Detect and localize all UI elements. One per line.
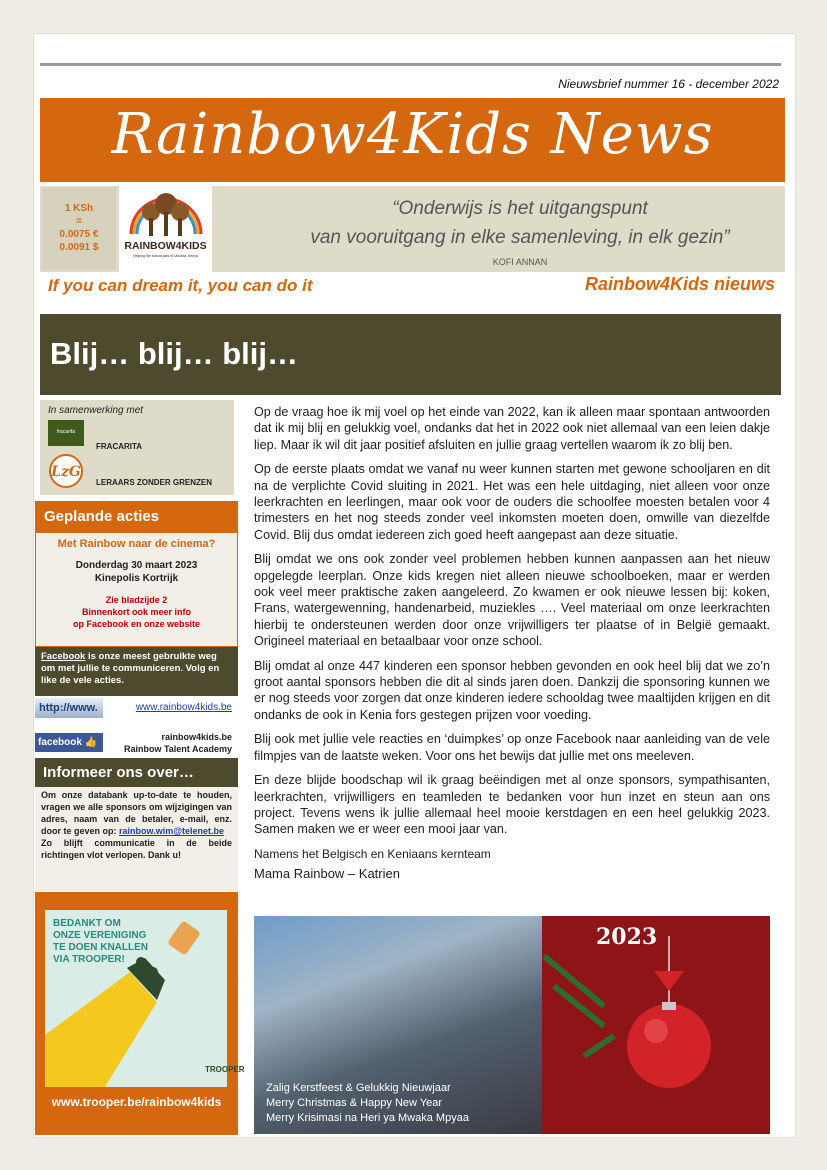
- collaboration-box: [40, 400, 234, 495]
- trooper-box: [35, 892, 245, 1135]
- masthead-title: Rainbow4Kids News: [111, 102, 714, 167]
- website-link[interactable]: www.rainbow4kids.be: [135, 702, 232, 713]
- issue-label: Nieuwsbrief nummer 16 - december 2022: [558, 77, 779, 91]
- facebook-badge-text: facebook: [38, 737, 82, 748]
- article-paragraph: Blij ook met jullie vele reacties en ‘duimpkes’ op onze Facebook naar aanleiding van de vele filmpjes van de laatste weken. Voor ons het bewijs dat jullie met ons meeleven.: [254, 732, 770, 763]
- trooper-banner[interactable]: [45, 910, 245, 1087]
- event-place: Kinepolis Kortrijk: [94, 573, 179, 584]
- signature-name: Mama Rainbow – Katrien: [254, 866, 400, 882]
- article-paragraph: En deze blijde boodschap wil ik graag beëindigen met al onze sponsors, sympathisanten, leerkrachten, vrijwilligers en teamleden te bedanken voor hun inzet en steun aan ons project. Tevens wens ik jullie allemaal heel mooie kerstdagen en een heel gelukkig 2023. Samen maken we er weer een mooi jaar van.: [254, 773, 770, 837]
- currency-line: 0.0091 $: [59, 242, 99, 253]
- actions-title: Geplande acties: [36, 502, 237, 533]
- currency-box: [42, 188, 116, 270]
- article: [254, 404, 770, 883]
- article-paragraph: Op de eerste plaats omdat we vanaf nu weer kunnen starten met gewone schooljaren en dit na de verplichte Covid sluiting in 2021. Het was een hele uitdaging, niet alleen voor onze leerkrachten en leerlingen, maar ook voor de ouders die schoolfee moesten betalen voor 4 trimesters en het nog steeds zonder veel inkomsten moeten doen, omwille van diezelfde Covid. Blij dus omdat iedereen zich goed heeft aangepast aan deze situatie.: [254, 462, 770, 542]
- currency-line: 0.0075 €: [59, 229, 99, 240]
- facebook-icon: facebook 👍: [35, 733, 103, 752]
- logo-tagline: Helping the school kids of Ukunda, Kenya: [133, 254, 198, 258]
- note-line: Zie bladzijde 2: [105, 595, 168, 605]
- event-date: Donderdag 30 maart 2023: [75, 560, 198, 571]
- facebook-academy: Rainbow Talent Academy: [123, 744, 232, 754]
- article-paragraph: Blij omdat we ons ook zonder veel problemen hebben kunnen aanpassen aan het nieuw opgelegde leerplan. Onze kids kregen niet alleen nieuwe schoolboeken, maar er werden ook veel meer praktische zaken aangeleerd. Zo kwamen er ook nieuwe lessen bij: koken, Frans, watergewenning, handenarbeid, muziekles …. Veel materiaal om onze leerkrachten hierbij te ondersteunen werden door onze vrijwilligers ter plaatse of in België gemaakt. Origineel materiaal en betaalbaar voor onze school.: [254, 552, 770, 648]
- partner-name: LERAARS ZONDER GRENZEN: [96, 478, 213, 487]
- facebook-info-box: [35, 647, 238, 696]
- facebook-page-name: rainbow4kids.be: [161, 732, 232, 742]
- facebook-row: [35, 731, 238, 755]
- christmas-card: [254, 916, 770, 1134]
- signature-team: Namens het Belgisch en Keniaans kernteam: [254, 847, 491, 862]
- card-year: 2023: [596, 924, 658, 950]
- partner-name: FRACARITA: [96, 442, 143, 451]
- masthead: [40, 98, 785, 182]
- inform-text-2: Zo blijft communicatie in de beide richtingen vlot verlopen. Dank u!: [41, 838, 232, 860]
- currency-line: 1 KSh: [64, 203, 94, 214]
- leraars-zonder-grenzen-logo: [48, 453, 84, 489]
- top-divider: [40, 63, 781, 66]
- quote-line: van vooruitgang in elke samenleving, in elk gezin”: [310, 227, 730, 248]
- website-row: [35, 698, 238, 720]
- section-label: Rainbow4Kids nieuws: [584, 274, 775, 294]
- inform-text: Om onze databank up-to-date te houden, vragen we alle sponsors om wijzigingen van adres, naam van de betaler, e-mail, enz. door te geven op:: [41, 790, 232, 836]
- inform-title: Informeer ons over…: [35, 758, 238, 787]
- actions-subtitle: Met Rainbow naar de cinema?: [57, 538, 216, 550]
- champagne-icon: [45, 910, 245, 1087]
- quote: [260, 194, 780, 252]
- note-line: op Facebook en onze website: [72, 619, 201, 629]
- headline: Blij… blij… blij…: [50, 336, 298, 371]
- http-icon: http://www.: [35, 698, 103, 718]
- rainbow4kids-logo: [119, 182, 212, 272]
- fracarita-logo: fracarita: [48, 420, 84, 446]
- currency-line: =: [76, 216, 82, 227]
- facebook-link[interactable]: Facebook: [41, 651, 86, 662]
- article-paragraph: Op de vraag hoe ik mij voel op het einde van 2022, kan ik alleen maar spontaan antwoorden dat ik mij blij en gelukkig voel, ondanks dat het in 2022 ook niet allemaal van een leien dakje liep. Maar ik wil dit jaar positief afsluiten en jullie graag vertellen waarom ik zo blij ben.: [254, 405, 770, 452]
- quote-band: [40, 186, 785, 272]
- note-line: Binnenkort ook meer info: [81, 607, 191, 617]
- facebook-text: is onze meest gebruikte weg om met jullie te communiceren. Volg en like de vele acties.: [41, 651, 220, 686]
- actions-date: [36, 559, 237, 585]
- quote-author: KOFI ANNAN: [492, 257, 548, 267]
- trooper-line: ONZE VERENIGING: [53, 930, 147, 941]
- card-greetings: [266, 1081, 469, 1126]
- headline-bar: [40, 314, 781, 395]
- greeting-line: Merry Christmas & Happy New Year: [266, 1097, 443, 1109]
- trooper-line: BEDANKT OM: [53, 918, 121, 929]
- article-paragraph: Blij omdat al onze 447 kinderen een sponsor hebben gevonden en ook heel blij dat we zo’n groot aantal sponsors hebben die dit al sinds jaren doen. Dankzij die sponsoring kunnen we er nog steeds voor zorgen dat onze kinderen iedere schooldag twee maaltijden krijgen en dit ondanks de ook in Kenia fors gestegen prijzen voor voeding.: [254, 658, 770, 722]
- email-link[interactable]: rainbow.wim@telenet.be: [119, 826, 224, 836]
- actions-note: [36, 594, 237, 630]
- quote-line: “Onderwijs is het uitgangspunt: [392, 198, 648, 219]
- planned-actions-box: [35, 501, 238, 647]
- trooper-brand: TROOPER: [205, 1065, 245, 1074]
- inform-body: [35, 787, 238, 863]
- collab-label: In samenwerking met: [48, 405, 144, 416]
- inform-box: [35, 758, 238, 891]
- lzg-logo-text: LzG: [51, 464, 81, 480]
- facebook-page[interactable]: [124, 731, 232, 755]
- trooper-line: VIA TROOPER!: [53, 954, 125, 965]
- trooper-line: TE DOEN KNALLEN: [53, 942, 148, 953]
- logo-text: RAINBOW4KIDS: [124, 240, 207, 252]
- motto: If you can dream it, you can do it: [48, 276, 313, 295]
- greeting-line: Merry Krisimasi na Heri ya Mwaka Mpyaa: [266, 1112, 469, 1124]
- greeting-line: Zalig Kerstfeest & Gelukkig Nieuwjaar: [266, 1082, 451, 1094]
- trooper-url[interactable]: www.trooper.be/rainbow4kids: [51, 1095, 222, 1109]
